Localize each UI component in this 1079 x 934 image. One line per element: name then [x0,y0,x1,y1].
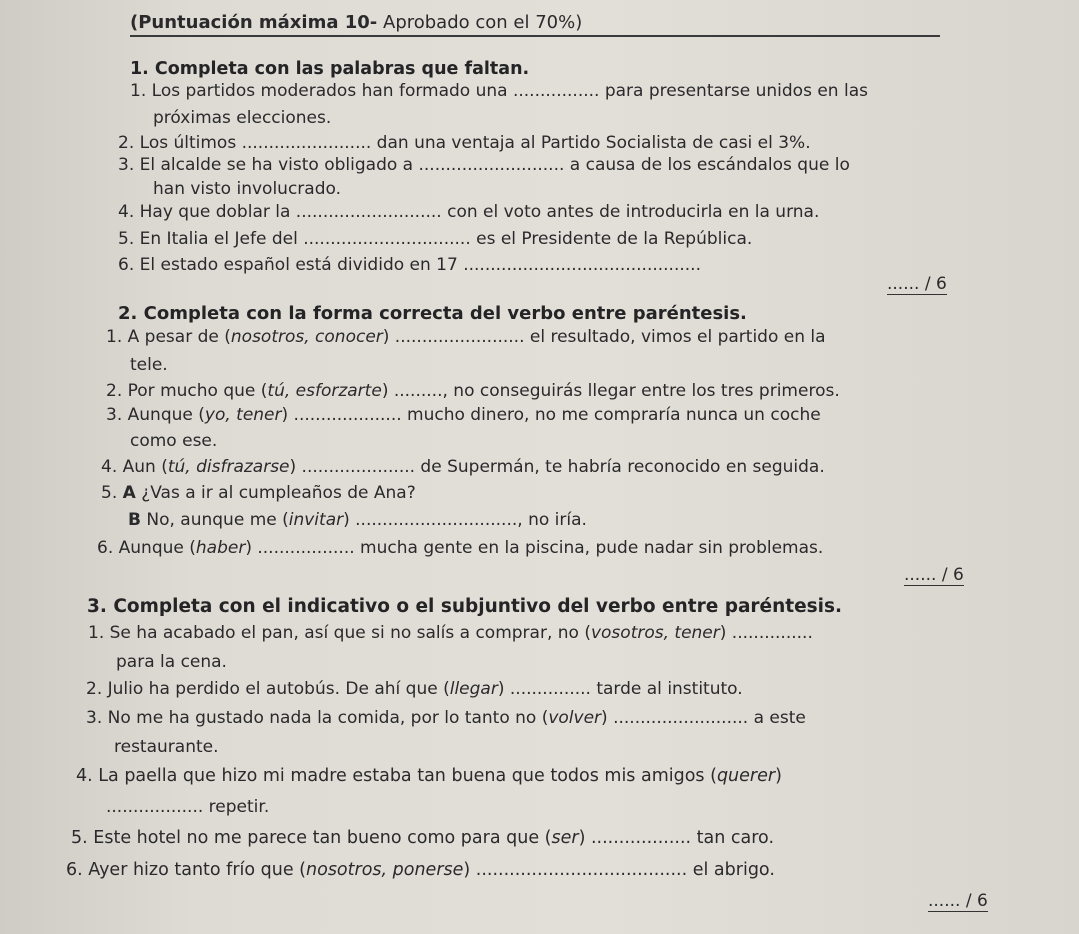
item-number: 1. [106,327,123,347]
section2-item-2 [106,381,840,401]
section2-item-5 [101,483,416,503]
item-text-pre: Ayer hizo tanto frío que ( [88,860,307,880]
header-rule [130,35,940,37]
item-text-pre: Aunque ( [118,538,196,558]
section3-item-1-cont: para la cena. [116,652,227,672]
section1-item-4 [118,202,819,222]
item-number: 6. [97,538,114,558]
item-verb: vosotros, tener [590,623,720,643]
item-text-pre: Aun ( [122,457,168,477]
item-text: Los partidos moderados han formado una ................ para presentarse unidos en las [151,81,868,101]
section2-item-3 [106,405,821,425]
item-text: El estado español está dividido en 17 ............................................ [139,255,701,275]
section1-item-6 [118,255,701,275]
item-number: 3. [86,708,103,728]
item-verb: haber [195,538,246,558]
item-verb: llegar [449,679,498,699]
item-verb: volver [548,708,602,728]
item-text: Hay que doblar la ........................... con el voto antes de introducirla en la urna. [139,202,820,222]
section2-item-5-b [128,510,587,530]
item-text-pre: La paella que hizo mi madre estaba tan buena que todos mis amigos ( [98,766,717,786]
item-number: 2. [86,679,103,699]
section2-item-1-cont: tele. [130,355,168,375]
item-number: 1. [88,623,105,643]
item-text-post: ) ...................................... el abrigo. [463,860,775,880]
section1-item-5 [118,229,752,249]
item-number: 4. [101,457,118,477]
item-text: En Italia el Jefe del ............................... es el Presidente de la República. [139,229,753,249]
item-text-pre: No me ha gustado nada la comida, por lo tanto no ( [107,708,549,728]
section1-item-2 [118,133,811,153]
item-verb: yo, tener [204,405,282,425]
item-number: 1. [130,81,147,101]
section3-item-6 [66,860,775,880]
item-verb: nosotros, conocer [230,327,383,347]
item-number: 5. [118,229,135,249]
section3-item-2 [86,679,743,699]
item-verb: ser [551,828,579,848]
section1-item-1-cont: próximas elecciones. [153,108,332,128]
item-text-post: ) ......................... a este [601,708,806,728]
item-text-pre: Se ha acabado el pan, así que si no salís a comprar, no ( [109,623,591,643]
item-number: 4. [118,202,135,222]
section3-item-3-cont: restaurante. [114,737,219,757]
item-text-post: ) .................. tan caro. [578,828,775,848]
item-text-post: ) ............... tarde al instituto. [497,679,743,699]
section2-item-1 [106,327,826,347]
section1-score: ...... / 6 [887,274,947,294]
speaker-b: B [128,510,141,530]
section2-heading: 2. Completa con la forma correcta del verbo entre paréntesis. [118,303,747,324]
section2-score: ...... / 6 [904,565,964,585]
item-verb: invitar [288,510,344,530]
section1-item-3-cont: han visto involucrado. [153,179,341,199]
dialogue-line-a: ¿Vas a ir al cumpleaños de Ana? [141,483,416,503]
item-text-post: ) .................... mucho dinero, no me compraría nunca un coche [281,405,821,425]
item-text-pre: A pesar de ( [127,327,231,347]
item-text-post: ) [775,766,782,786]
section3-item-4-cont: .................. repetir. [106,797,270,817]
item-text-post: ) .................. mucha gente en la piscina, pude nadar sin problemas. [245,538,824,558]
header-title-bold: (Puntuación máxima 10- [130,12,378,33]
section2-item-3-cont: como ese. [130,431,218,451]
item-verb: nosotros, ponerse [306,860,464,880]
item-verb: tú, esforzarte [267,381,382,401]
item-number: 2. [118,133,135,153]
item-number: 5. [101,483,118,503]
item-verb: querer [716,766,776,786]
item-text-pre: Este hotel no me parece tan bueno como para que ( [93,828,552,848]
item-text-post: ) ........................ el resultado, vimos el partido en la [382,327,826,347]
item-text-post: ) .............................., no iría. [343,510,587,530]
item-verb: tú, disfrazarse [167,457,290,477]
item-text-post: ) ............... [719,623,813,643]
item-text-pre: Por mucho que ( [127,381,268,401]
item-text-pre: No, aunque me ( [146,510,289,530]
section3-score: ...... / 6 [928,891,988,911]
section1-heading: 1. Completa con las palabras que faltan. [130,59,530,79]
item-number: 5. [71,828,88,848]
item-text-post: ) ........., no conseguirás llegar entre los tres primeros. [381,381,840,401]
item-text: Los últimos ........................ dan una ventaja al Partido Socialista de casi el 3%. [139,133,811,153]
item-text-pre: Julio ha perdido el autobús. De ahí que ( [107,679,450,699]
item-number: 4. [76,766,93,786]
section3-item-1 [88,623,813,643]
section3-item-3 [86,708,806,728]
section3-item-5 [71,828,774,848]
section3-heading: 3. Completa con el indicativo o el subjuntivo del verbo entre paréntesis. [87,596,843,617]
section1-item-3 [118,155,850,175]
section2-item-4 [101,457,825,477]
item-number: 6. [118,255,135,275]
item-text: El alcalde se ha visto obligado a ........................... a causa de los escándalos que lo [139,155,850,175]
speaker-a: A [122,483,136,503]
item-text-pre: Aunque ( [127,405,205,425]
item-number: 3. [106,405,123,425]
item-text-post: ) ..................... de Supermán, te habría reconocido en seguida. [289,457,825,477]
section1-item-1 [130,81,868,101]
item-number: 2. [106,381,123,401]
item-number: 6. [66,860,83,880]
page-header [130,12,582,33]
item-number: 3. [118,155,135,175]
header-title-rest: Aprobado con el 70%) [377,12,583,33]
section2-item-6 [97,538,823,558]
section3-item-4 [76,766,782,786]
